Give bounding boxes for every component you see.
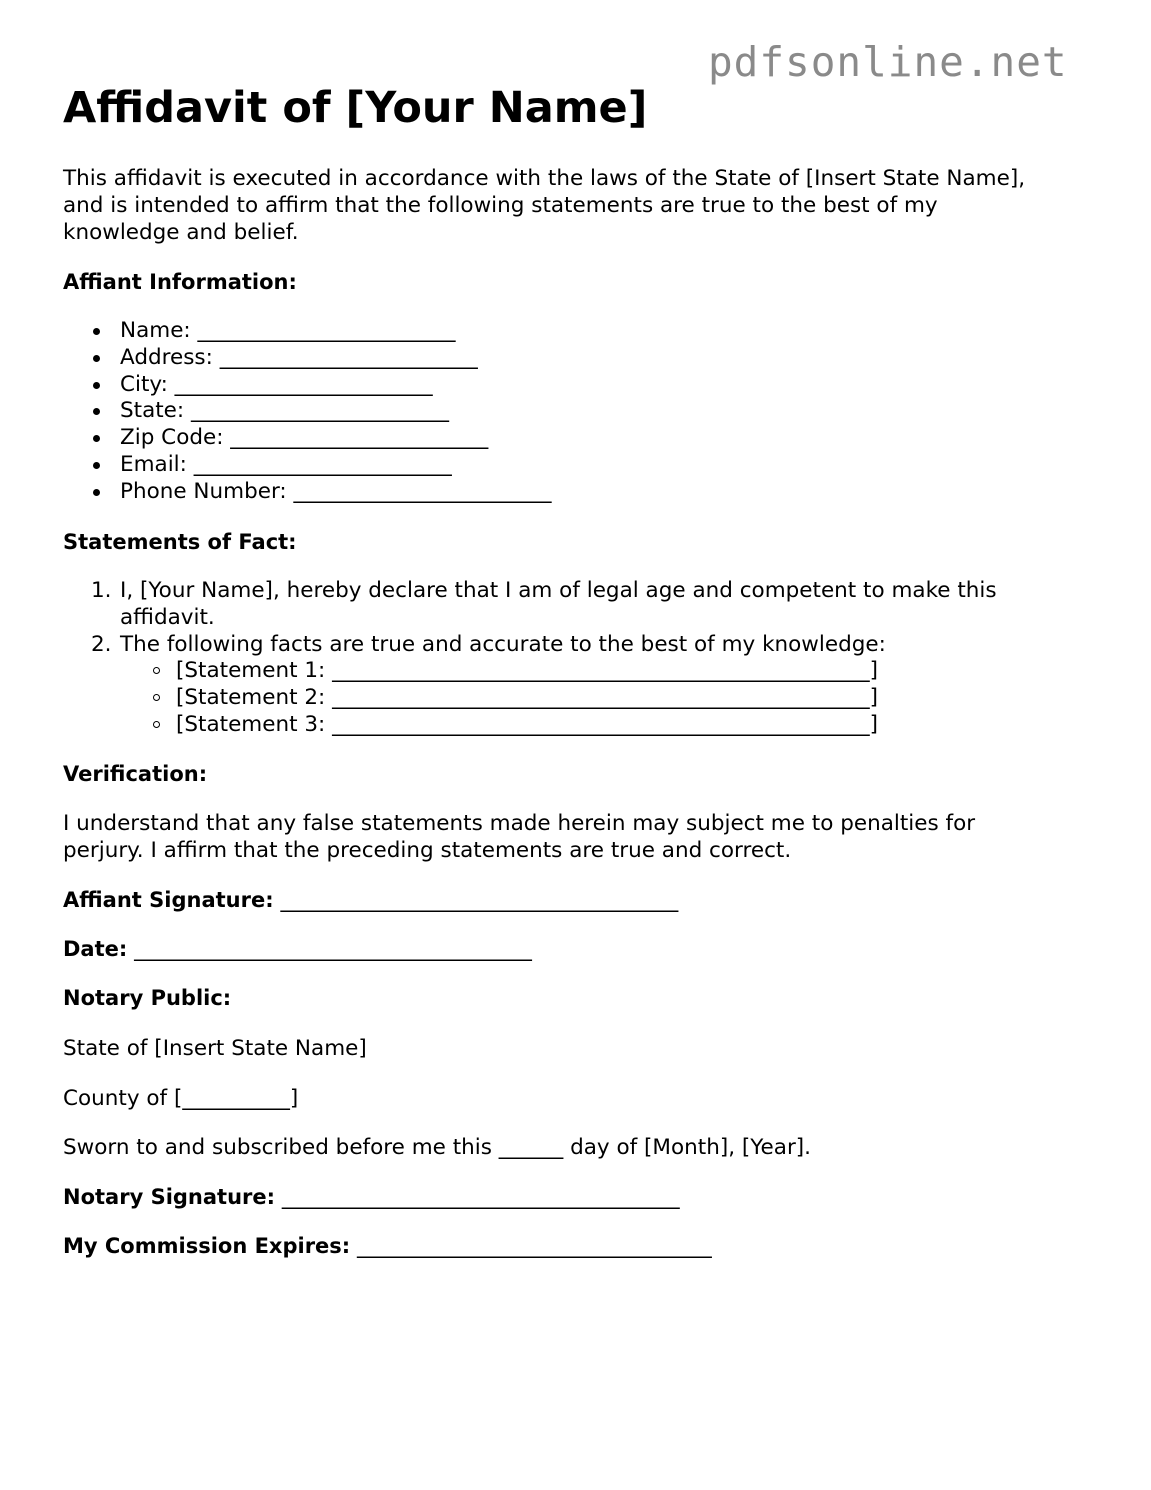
list-item [63, 479, 1103, 506]
circle-bullet-icon [153, 721, 160, 728]
notary-section [63, 985, 1103, 1012]
date-label: Date: [63, 937, 128, 961]
sub-statement-list [120, 658, 1103, 738]
affiant-signature-row [63, 887, 1103, 914]
list-item [120, 658, 1103, 685]
verification-line-2: perjury. I affirm that the preceding statements are true and correct. [63, 837, 792, 863]
notary-sworn: Sworn to and subscribed before me this ______ day of [Month], [Year]. [63, 1135, 812, 1160]
bullet-icon [93, 462, 100, 469]
statement-blank-2: [Statement 2: __________________________________________________] [176, 685, 879, 711]
list-item [63, 425, 1103, 452]
affiant-signature-label: Affiant Signature: [63, 888, 274, 912]
statement-1-line-1: I, [Your Name], hereby declare that I am of legal age and competent to make this [120, 578, 997, 603]
list-item [63, 372, 1103, 399]
date-blank: _____________________________________ [134, 937, 532, 962]
watermark: pdfsonline.net [708, 38, 1068, 86]
list-item [63, 318, 1103, 345]
field-state: State: ________________________ [120, 398, 449, 424]
list-item [120, 712, 1103, 739]
notary-state-row [63, 1035, 1103, 1062]
commission-expires-blank: _________________________________ [357, 1234, 712, 1259]
statement-1-line-2: affidavit. [120, 604, 215, 630]
commission-expires-label: My Commission Expires: [63, 1234, 351, 1258]
statement-2-line-1: The following facts are true and accurate to the best of my knowledge: [120, 631, 886, 657]
notary-heading: Notary Public: [63, 986, 232, 1010]
affiant-info-list-wrap [63, 318, 1103, 506]
list-item [63, 578, 1103, 632]
affiant-info-heading: Affiant Information: [63, 270, 297, 294]
bullet-icon [93, 408, 100, 415]
field-address: Address: ________________________ [120, 344, 478, 370]
bullet-icon [93, 489, 100, 496]
notary-sworn-row [63, 1134, 1103, 1161]
document-title: Affidavit of [Your Name] [63, 83, 648, 133]
affiant-info-list [63, 318, 1103, 506]
affiant-info-section [63, 269, 1103, 296]
affiant-signature-blank: _____________________________________ [280, 888, 679, 913]
verification-line-1: I understand that any false statements made herein may subject me to penalties for [63, 811, 976, 836]
commission-expires-row [63, 1233, 1103, 1260]
field-phone-number: Phone Number: ________________________ [120, 478, 552, 504]
intro-line-2: and is intended to affirm that the following statements are true to the best of my [63, 192, 938, 218]
list-item [63, 632, 1103, 739]
notary-county: County of [__________] [63, 1086, 299, 1111]
field-zip-code: Zip Code: ________________________ [120, 425, 489, 451]
intro-paragraph [63, 166, 1103, 246]
notary-county-row [63, 1085, 1103, 1112]
intro-line-1: This affidavit is executed in accordance with the laws of the State of [Insert State Name], [63, 166, 1026, 191]
circle-bullet-icon [153, 667, 160, 674]
statement-blank-1: [Statement 1: __________________________________________________] [176, 658, 879, 684]
verification-heading: Verification: [63, 762, 208, 786]
item-number: 1. [91, 578, 112, 603]
notary-signature-label: Notary Signature: [63, 1185, 276, 1209]
bullet-icon [93, 435, 100, 442]
list-item [63, 398, 1103, 425]
statement-blank-3: [Statement 3: __________________________________________________] [176, 711, 879, 737]
verification-section [63, 761, 1103, 788]
bullet-icon [93, 355, 100, 362]
list-item [63, 345, 1103, 372]
field-name: Name: ________________________ [120, 318, 456, 343]
verification-paragraph [63, 811, 1103, 865]
bullet-icon [93, 328, 100, 335]
bullet-icon [93, 382, 100, 389]
item-number: 2. [91, 631, 112, 657]
list-item [63, 452, 1103, 479]
notary-signature-row [63, 1184, 1103, 1211]
notary-signature-blank: _____________________________________ [281, 1185, 680, 1210]
field-email: Email: ________________________ [120, 451, 452, 477]
list-item [120, 685, 1103, 712]
notary-state: State of [Insert State Name] [63, 1036, 367, 1061]
statements-list [63, 578, 1103, 739]
statements-heading: Statements of Fact: [63, 530, 297, 554]
date-row [63, 936, 1103, 963]
field-city: City: ________________________ [120, 371, 433, 397]
circle-bullet-icon [153, 694, 160, 701]
statements-list-wrap [63, 578, 1103, 739]
intro-line-3: knowledge and belief. [63, 219, 299, 245]
statements-section [63, 529, 1103, 556]
